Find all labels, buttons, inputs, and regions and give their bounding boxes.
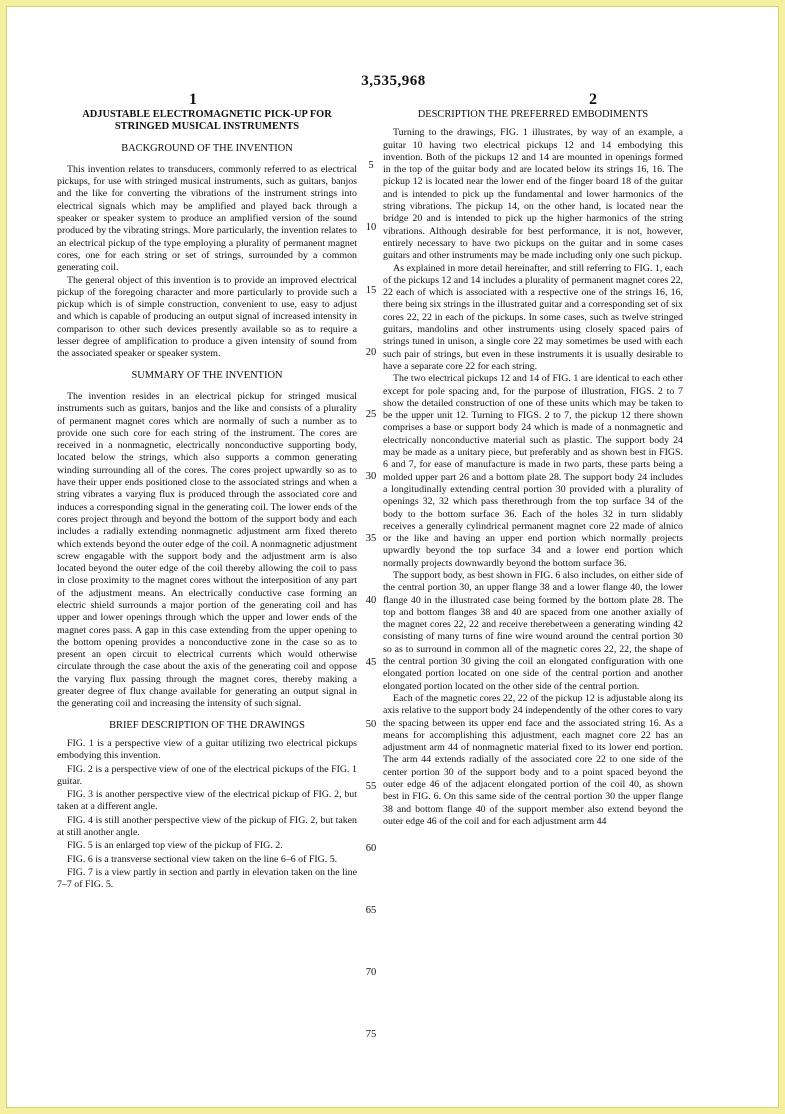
line-number: 55 [365, 781, 377, 792]
line-number: 10 [365, 222, 377, 233]
line-number: 30 [365, 471, 377, 482]
drawing-description: FIG. 3 is another perspective view of the electrical pickup of FIG. 2, but taken at a different angle. [57, 789, 357, 813]
column-number-right: 2 [589, 91, 597, 108]
column-number-left: 1 [189, 91, 197, 108]
embodiment-paragraph: The two electrical pickups 12 and 14 of FIG. 1 are identical to each other except for pole spacing and, for the purpose of illustration, FIGS. 2 to 7 show the detailed construction of one of these units which may be taken to be the upper unit 12. Turning to FIGS. 2 to 7, the pickup 12 there shown comprises a base or support body 24 which is made of a nonmagnetic and electrically nonconductive material such as plastic. The support body 24 may be made as a unitary piece, but preferably and as shown best in FIGS. 6 and 7, for ease of manufacture is made in two parts, these parts being a molded upper part 26 and a bottom plate 28. The support body 24 includes a longitudinally extending central portion 30 provided with a plurality of openings 32, 32 which pass therethrough from the top surface 34 of the body to the bottom surface 36. Each of the holes 32 in turn slidably receives a generally cylindrical permanent magnet core 22 made of alnico or the like and having an upper end portion which normally projects upwardly beyond the top surface 34 and a lower end portion which normally projects downwardly beyond the bottom surface 36. [383, 373, 683, 569]
patent-number: 3,535,968 [361, 73, 426, 89]
line-number: 75 [365, 1029, 377, 1040]
line-number: 45 [365, 657, 377, 668]
line-number: 20 [365, 347, 377, 358]
line-number: 50 [365, 719, 377, 730]
patent-page [6, 6, 779, 1108]
line-number: 35 [365, 533, 377, 544]
summary-paragraph: The invention resides in an electrical pickup for stringed musical instruments such as guitars, banjos and the like and consists of a plurality of permanent magnet cores which are normally of such a number as to provide one such core for each string of the instrument. The cores are received in a nonmagnetic, electrically nonconductive supporting body, located below the strings, which also supports a common generating winding surrounding all of the cores. The cores project upwardly so as to have their upper ends positioned close to the associated strings and when a string vibrates a varying flux is produced through the associated core and induces a corresponding signal in the generating coil. The lower ends of the cores project through and beyond the bottom of the support body and each includes a radially extending nonmagnetic adjustment arm fixed thereto which extends beyond the outer edge of the coil. A nonmagnetic adjustment screw engagable with the support body and the adjustment arm is also located beyond the outer edge of the coil thereby allowing the coil to pass in close proximity to the magnet cores without the interposition of any part of the adjustment means. An electrically conductive case forming an electric shield surrounds a major portion of the generating coil and has upper and lower openings through which the upper and lower ends of the magnet cores pass. A gap in this case extending from the upper opening to the bottom opening provides a nonconductive zone in the case so as to present an open circuit to electrical currents which would otherwise circulate through the case about the axis of the generating coil and oppose the varying flux passing through the magnet cores, thereby making a greater degree of flux change available for generating an output signal in the generating coil and increasing the intensity of such signal. [57, 390, 357, 710]
drawing-description: FIG. 2 is a perspective view of one of the electrical pickups of the FIG. 1 guitar. [57, 763, 357, 787]
summary-heading: SUMMARY OF THE INVENTION [131, 369, 283, 381]
patent-title: ADJUSTABLE ELECTROMAGNETIC PICK-UP FOR STRINGED MUSICAL INSTRUMENTS [82, 109, 332, 133]
background-paragraph-1: This invention relates to transducers, commonly referred to as electrical pickups, for use with stringed musical instruments, such as guitars, banjos and the like for converting the vibrations of the instrument strings into electrical signals which may be amplified and played back through a speaker or speaker system to produce an amplified version of the sound produced by the vibrating strings. More particularly, the invention relates to an electrical pickup of the type employing a plurality of permanent magnet cores, one for each string or set of strings, surrounded by a common generating coil. [57, 163, 357, 274]
line-number: 40 [365, 595, 377, 606]
drawing-description: FIG. 5 is an enlarged top view of the pickup of FIG. 2. [67, 840, 283, 852]
embodiment-paragraph: As explained in more detail hereinafter, and still referring to FIG. 1, each of the pickups 12 and 14 includes a plurality of permanent magnet cores 22, 22 each of which is associated with a respective one of the strings 16, 16, there being six strings in the illustrated guitar and a corresponding set of six cores 22, 22 in each of the pickups. In some cases, such as twelve stringed guitars, mandolins and other instruments using closely spaced pairs of strings tuned in unison, a single core 22 may sometimes be used with each such pair of strings, but even in these instruments it is usually desirable to have a separate core 22 for each string. [383, 262, 684, 372]
left-column [57, 109, 357, 893]
line-number: 25 [365, 409, 377, 420]
line-number: 60 [365, 843, 377, 854]
background-paragraph-2: The general object of this invention is to provide an improved electrical pickup of the foregoing character and more particularly to provide such a pickup which is of simple construction, convenient to use, easy to adjust and which is capable of producing an output signal of increased intensity in comparison to other such devices presently available so as to require a lesser degree of amplification to produce a given intensity of sound from the associated speaker or speaker system. [57, 274, 357, 360]
embodiment-paragraph: Turning to the drawings, FIG. 1 illustrates, by way of an example, a guitar 10 having two electrical pickups 12 and 14 embodying this invention. Both of the pickups 12 and 14 are mounted in openings formed in the top of the guitar body and are located below its strings 16, 16. The pickup 12 is located near the lower end of the finger board 18 of the guitar and is intended to pick up the fundamental and lower harmonics of the string vibrations. The pickup 14, on the other hand, is located near the bridge 20 and is intended to pick up the higher harmonics of the string vibrations. Although desirable for best performance, it is not, however, entirely necessary to have two pickups on the guitar and in some cases guitars and other instruments may be made including only one such pickup. [383, 127, 683, 262]
line-number: 65 [365, 905, 377, 916]
drawing-description: FIG. 6 is a transverse sectional view taken on the line 6–6 of FIG. 5. [67, 853, 338, 865]
embodiments-heading: DESCRIPTION THE PREFERRED EMBODIMENTS [417, 109, 649, 120]
line-number: 5 [368, 160, 374, 171]
drawing-description: FIG. 4 is still another perspective view of the pickup of FIG. 2, but taken at still another angle. [57, 814, 357, 839]
line-number: 15 [365, 285, 377, 296]
drawing-description: FIG. 7 is a view partly in section and partly in elevation taken on the line 7–7 of FIG. 5. [57, 866, 357, 891]
drawing-description: FIG. 1 is a perspective view of a guitar utilizing two electrical pickups embodying this invention. [57, 737, 357, 762]
right-column [383, 109, 683, 828]
embodiment-paragraph: The support body, as best shown in FIG. 6 also includes, on either side of the central portion 30, an upper flange 38 and a lower flange 40, the lower flange 40 in the illustrated case being formed by the bottom plate 28. The top and bottom flanges 38 and 40 are spaced from one another axially of the magnet cores 22, 22 and receive therebetween a generating winding 42 consisting of many turns of fine wire wound around the central portion 30 so as to surround in common all of the magnetic cores 22, 22, the shape of the central portion 30 giving the coil an elongated configuration with one elongated portion located on one side of the central portion and another elongated portion located on the other side of the central portion. [383, 569, 683, 692]
drawings-heading: BRIEF DESCRIPTION OF THE DRAWINGS [109, 719, 305, 731]
line-number: 70 [365, 967, 377, 978]
embodiment-paragraph: Each of the magnetic cores 22, 22 of the pickup 12 is adjustable along its axis relative to the support body 24 independently of the other cores to vary the spacing between its upper end face and the associated string 16. As a means for accomplishing this adjustment, each magnet core 22 has an adjustment arm 44 of nonmagnetic material fixed to its lower end portion. The arm 44 extends radially of the associated core 22 to one side of the center portion 30 of the support body and to a point spaced beyond the outer edge 46 of the adjacent elongated portion of the coil 40, as shown best in FIG. 6. On this same side of the central portion 30 the upper flange 38 and bottom flange 40 of the support member also extend beyond the outer edge 46 of the coil and for each adjustment arm 44 [383, 692, 683, 827]
background-heading: BACKGROUND OF THE INVENTION [121, 142, 293, 154]
